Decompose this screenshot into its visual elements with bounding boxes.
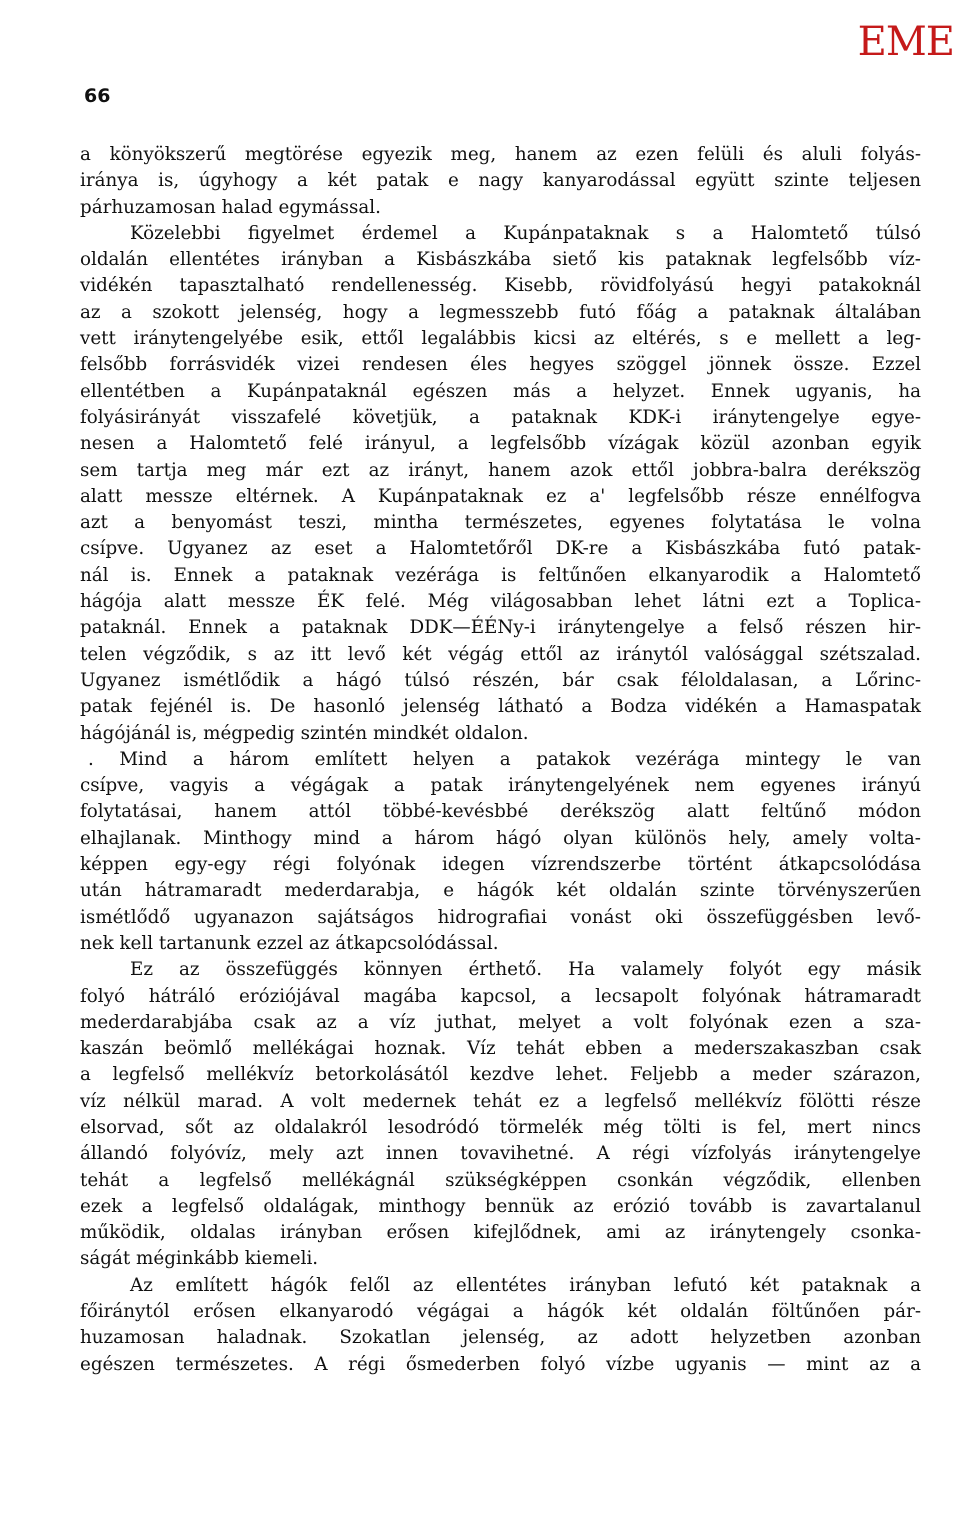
text-line: elhajlanak. Minthogy mind a három hágó olyan különös hely, amely volta-	[80, 827, 921, 849]
text-line: képpen egy-egy régi folyónak idegen vízrendszerbe történt átkapcsolódása	[80, 854, 921, 876]
paragraph	[80, 221, 921, 747]
text-line: főiránytól erősen elkanyarodó végágai a hágók két oldalán föltűnően pár-	[80, 1301, 921, 1323]
text-line: nesen a Halomtető felé irányul, a legfelsőbb vízágak közül azonban egyik	[80, 433, 921, 455]
text-line: után hátramaradt mederdarabja, e hágók két oldalán szinte törvényszerűen	[80, 880, 921, 902]
body-text	[80, 142, 921, 1378]
text-line: Az említett hágók felől az ellentétes irányban lefutó két pataknak a	[130, 1274, 921, 1296]
text-line: hágója alatt messze ÉK felé. Még világosabban lehet látni ezt a Toplica-	[80, 591, 921, 613]
text-line: ságát méginkább kiemeli.	[80, 1248, 319, 1270]
page-number: 66	[84, 85, 111, 107]
text-line: nek kell tartanunk ezzel az átkapcsolódással.	[80, 932, 499, 954]
text-line: vidékén tapasztalható rendellenesség. Kisebb, rövidfolyású hegyi patakoknál	[80, 275, 921, 297]
text-line: vett iránytengelyébe esik, ettől legalábbis kicsi az eltérés, s e mellett a leg-	[80, 328, 921, 350]
text-line: iránya is, úgyhogy a két patak e nagy kanyarodással együtt szinte teljesen	[80, 170, 921, 192]
text-line: pataknál. Ennek a pataknak DDK—ÉÉNy-i iránytengelye a felső részen hir-	[80, 617, 921, 639]
text-line: tehát a legfelső mellékágnál szükségképpen csonkán végződik, ellenben	[80, 1169, 921, 1191]
text-line: folyásirányát visszafelé követjük, a pataknak KDK-i iránytengelye egye-	[80, 406, 921, 428]
text-line: alatt messze eltérnek. A Kupánpataknak ez a' legfelsőbb része ennélfogva	[80, 485, 921, 507]
text-line: patak fejénél is. De hasonló jelenség látható a Bodza vidékén a Hamaspatak	[80, 696, 921, 718]
text-line: ismétlődő ugyanazon sajátságos hidrografiai vonást oki összefüggésben levő-	[80, 906, 921, 928]
text-line: telen végződik, s az itt levő két végág ettől az iránytól valósággal szétszalad.	[80, 643, 921, 665]
text-line: nál is. Ennek a pataknak vezérága is feltűnően elkanyarodik a Halomtető	[80, 564, 921, 586]
text-line: a legfelső mellékvíz betorkolásától kezdve lehet. Feljebb a meder szárazon,	[80, 1064, 921, 1086]
paragraph	[80, 1273, 921, 1378]
text-line: Közelebbi figyelmet érdemel a Kupánpataknak s a Halomtető túlsó	[130, 222, 921, 244]
text-line: víz nélkül marad. A volt medernek tehát ez a legfelső mellékvíz fölötti része	[80, 1090, 921, 1112]
text-line: sem tartja meg már ezt az irányt, hanem azok ettől jobbra-balra derékszög	[80, 459, 921, 481]
paragraph	[80, 142, 921, 221]
text-line: . Mind a három említett helyen a patakok vezérága mintegy le van	[88, 748, 921, 770]
text-line: kaszán beömlő mellékágai hoznak. Víz tehát ebben a mederszakaszban csak	[80, 1038, 921, 1060]
text-line: folytatásai, hanem attól többé-kevésbbé derékszög alatt feltűnő módon	[80, 801, 921, 823]
text-line: állandó folyóvíz, mely azt innen tovavihetné. A régi vízfolyás iránytengelye	[80, 1143, 921, 1165]
text-line: Ugyanez ismétlődik a hágó túlsó részén, bár csak féloldalasan, a Lőrinc-	[80, 669, 921, 691]
text-line: oldalán ellentétes irányban a Kisbászkába siető kis pataknak legfelsőbb víz-	[80, 249, 921, 271]
paragraph	[80, 747, 921, 957]
text-line: folyó hátráló eróziójával magába kapcsol, a lecsapolt folyónak hátramaradt	[80, 985, 921, 1007]
text-line: csípve. Ugyanez az eset a Halomtetőről DK-re a Kisbászkába futó patak-	[80, 538, 921, 560]
text-line: azt a benyomást teszi, mintha természetes, egyenes folytatása le volna	[80, 512, 921, 534]
text-line: felsőbb forrásvidék vizei rendesen éles hegyes szöggel jönnek össze. Ezzel	[80, 354, 921, 376]
text-line: elsorvad, sőt az oldalakról lesodródó törmelék még tölti is fel, mert nincs	[80, 1116, 921, 1138]
text-line: ellentétben a Kupánpataknál egészen más a helyzet. Ennek ugyanis, ha	[80, 380, 921, 402]
text-line: ezek a legfelső oldalágak, minthogy bennük az erózió tovább is zavartalanul	[80, 1195, 921, 1217]
paragraph	[80, 957, 921, 1273]
eme-logo: EME	[857, 19, 954, 65]
text-line: huzamosan haladnak. Szokatlan jelenség, az adott helyzetben azonban	[80, 1327, 921, 1349]
text-line: működik, oldalas irányban erősen kifejlődnek, ami az iránytengely csonka-	[80, 1222, 921, 1244]
text-line: párhuzamosan halad egymással.	[80, 196, 381, 218]
text-line: egészen természetes. A régi ősmederben folyó vízbe ugyanis — mint az a	[80, 1353, 921, 1375]
text-line: a könyökszerű megtörése egyezik meg, hanem az ezen felüli és aluli folyás-	[80, 144, 921, 165]
text-line: mederdarabjába csak az a víz juthat, melyet a volt folyónak ezen a sza-	[80, 1011, 921, 1033]
text-line: Ez az összefüggés könnyen érthető. Ha valamely folyót egy másik	[130, 959, 921, 981]
text-line: hágójánál is, mégpedig szintén mindkét oldalon.	[80, 722, 529, 744]
text-line: az a szokott jelenség, hogy a legmesszebb futó főág a pataknak általában	[80, 301, 921, 323]
text-line: csípve, vagyis a végágak a patak iránytengelyének nem egyenes irányú	[80, 775, 921, 797]
